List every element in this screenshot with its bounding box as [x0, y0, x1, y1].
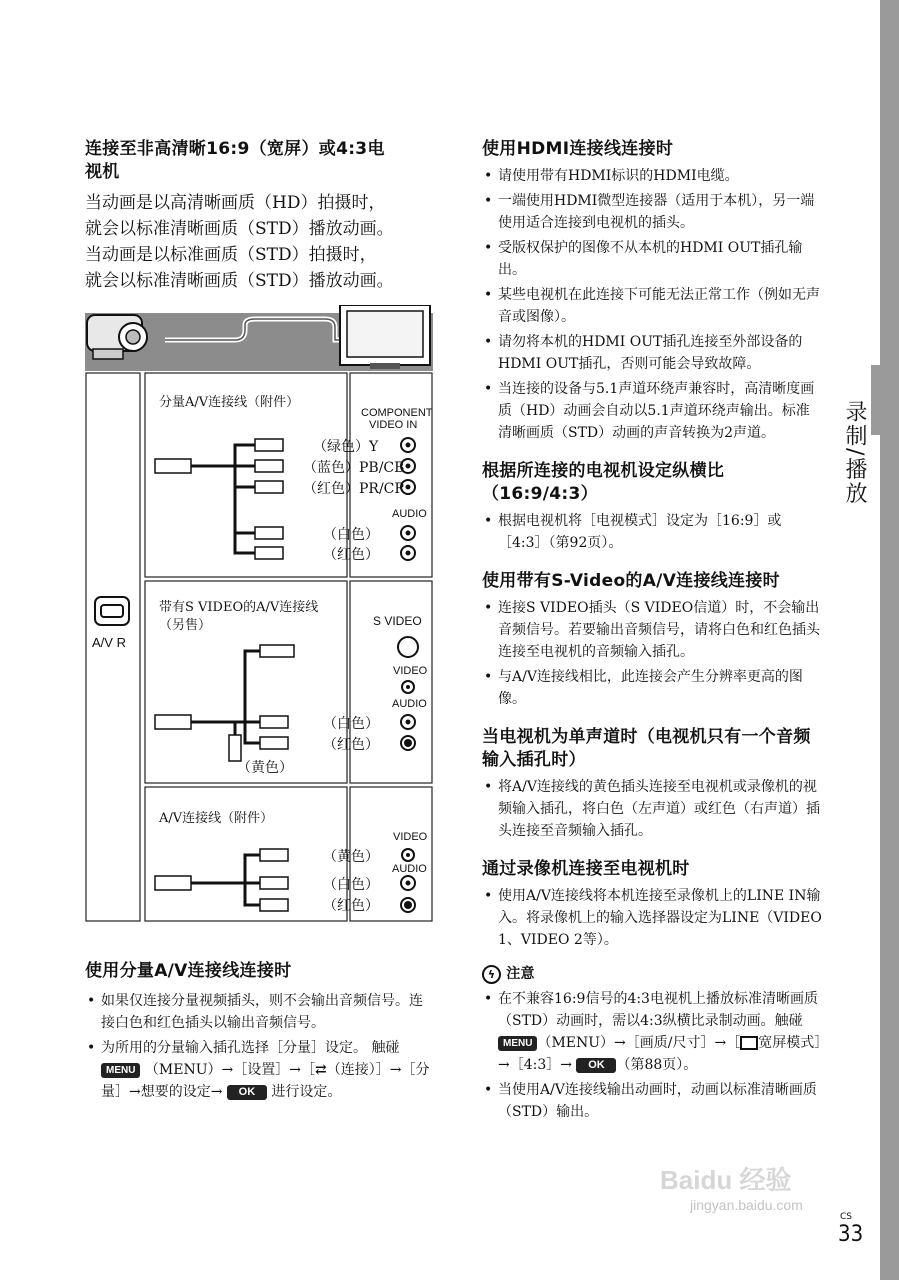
- plug: [155, 459, 191, 473]
- label-blue-pb: （蓝色）PB/CB: [303, 460, 405, 476]
- connection-diagram: [85, 305, 433, 923]
- bullet-text: 进行设定。: [271, 1084, 342, 1100]
- video-port-label-2: VIDEO: [393, 665, 428, 677]
- label-yellow-3: （黄色）: [323, 849, 379, 865]
- component-bullets: [85, 990, 435, 1106]
- svideo-port-label: S VIDEO: [373, 614, 422, 628]
- bullet-item: • 当使用A/V连接线输出动画时，动画以标准清晰画质（STD）输出。: [482, 1079, 822, 1123]
- side-tab: [871, 365, 899, 435]
- bullet-item: • 与A/V连接线相比，此连接会产生分辨率更高的图像。: [482, 666, 822, 710]
- watermark-url: jingyan.baidu.com: [690, 1197, 803, 1213]
- bullet-item: • 将A/V连接线的黄色插头连接至电视机或录像机的视频输入插孔，将白色（左声道）或红色（右声道）插头连接至音频输入插孔。: [482, 776, 822, 842]
- watermark-logo: Baidu 经验: [660, 1165, 792, 1195]
- bullet-item: • 如果仅连接分量视频插头，则不会输出音频信号。连接白色和红色插头以输出音频信号。: [85, 990, 435, 1034]
- port-title-line: COMPONENT: [361, 407, 433, 419]
- section-heading-component: 使用分量A/V连接线连接时: [85, 961, 292, 981]
- mono-bullets: [482, 776, 822, 842]
- note-heading-text: 注意: [506, 966, 535, 982]
- audio-label-2: AUDIO: [392, 698, 427, 710]
- svideo-bullets: [482, 597, 822, 710]
- bullet-item: • 连接S VIDEO插头（S VIDEO信道）时，不会输出音频信号。若要输出音频信号，请将白色和红色插头连接至电视机的音频输入插孔。: [482, 597, 822, 663]
- aspect-bullets: [482, 510, 822, 554]
- bullet-text: （MENU）→［设置］→［: [144, 1062, 315, 1078]
- bullet-item: • 某些电视机在此连接下可能无法正常工作（例如无声音或图像）。: [482, 284, 822, 328]
- label-white-2: （白色）: [323, 716, 379, 732]
- para-line: 就会以标准清晰画质（STD）播放动画。: [85, 219, 394, 239]
- video-port-label-3: VIDEO: [393, 831, 428, 843]
- widescreen-icon: [740, 1036, 758, 1050]
- bullet-text: （第88页）。: [616, 1057, 698, 1073]
- component-port-title: [361, 407, 433, 431]
- bullet-item: • 一端使用HDMI微型连接器（适用于本机），另一端使用适合连接到电视机的插头。: [482, 190, 822, 234]
- intro-paragraph: [85, 190, 445, 294]
- heading-line: 连接至非高清晰16:9（宽屏）或4:3电: [85, 139, 385, 159]
- av-r-label: A/V R: [92, 635, 126, 650]
- box1-title: 分量A/V连接线（附件）: [159, 395, 300, 410]
- para-line: 当动画是以标准画质（STD）拍摄时，: [85, 245, 377, 265]
- label-red: （红色）: [323, 547, 379, 563]
- av-remote-port-icon: [95, 597, 129, 625]
- chapter-label: 录制/播放: [842, 400, 867, 506]
- bullet-text: 在不兼容16:9信号的4:3电视机上播放标准清晰画质（STD）动画时，需以4:3纵横比录制动画。触碰: [498, 991, 818, 1029]
- bullet-item: [482, 988, 822, 1076]
- label-red-pr: （红色）PR/CR: [303, 481, 405, 497]
- page-number: 33: [838, 1222, 864, 1247]
- label-red-3: （红色）: [323, 898, 379, 914]
- section-heading-vcr: 通过录像机连接至电视机时: [482, 859, 690, 879]
- label-red-2: （红色）: [323, 737, 379, 753]
- box2-title: [159, 599, 318, 635]
- connection-arrows-icon: ⇄: [314, 1062, 327, 1078]
- section-heading-mono: 当电视机为单声道时（电视机只有一个音频输入插孔时）: [482, 727, 811, 770]
- box2-title-line: 带有S VIDEO的A/V连接线: [159, 600, 319, 615]
- page-lang: CS: [840, 1212, 852, 1222]
- ok-button-icon: OK: [576, 1058, 616, 1073]
- bullet-item: • 使用A/V连接线将本机连接至录像机上的LINE IN输入。将录像机上的输入选择器设定为LINE（VIDEO 1、VIDEO 2等）。: [482, 885, 822, 951]
- bullet-item: • 受版权保护的图像不从本机的HDMI OUT插孔输出。: [482, 237, 822, 281]
- bullet-item: • 根据电视机将［电视模式］设定为［16:9］或［4:3］（第92页）。: [482, 510, 822, 554]
- port-title-line: VIDEO IN: [369, 419, 418, 431]
- label-green-y: （绿色）Y: [313, 439, 379, 455]
- para-line: 当动画是以高清晰画质（HD）拍摄时，: [85, 193, 386, 213]
- bullet-text: 宽屏模式］→［4:3］→: [498, 1035, 822, 1073]
- vcr-bullets: [482, 885, 822, 951]
- bullet-item: • 请使用带有HDMI标识的HDMI电缆。: [482, 165, 822, 187]
- bullet-text: 为所用的分量输入插孔选择［分量］设定。: [101, 1040, 367, 1056]
- section-heading-svideo: 使用带有S-Video的A/V连接线连接时: [482, 571, 780, 591]
- section-heading-hdmi: 使用HDMI连接线连接时: [482, 139, 674, 159]
- tv-icon: [340, 305, 430, 369]
- section-heading-aspect: 根据所连接的电视机设定纵横比（16:9/4:3）: [482, 461, 725, 504]
- box3-title: A/V连接线（附件）: [159, 811, 274, 826]
- section-heading-nonhd: [85, 138, 445, 184]
- note-bullets: [482, 988, 822, 1123]
- right-column: [482, 138, 822, 1126]
- menu-button-icon: MENU: [498, 1036, 537, 1051]
- caution-icon: ϟ: [482, 965, 501, 984]
- bullet-text: 触碰: [371, 1040, 400, 1056]
- note-heading: [482, 963, 822, 986]
- bullet-item: • 请勿将本机的HDMI OUT插孔连接至外部设备的HDMI OUT插孔，否则可能会导致故障。: [482, 331, 822, 375]
- bullet-item: [85, 1037, 435, 1103]
- bullet-item: • 当连接的设备与5.1声道环绕声兼容时，高清晰度画质（HD）动画会自动以5.1声道环绕声输出。标准清晰画质（STD）动画的声音转换为2声道。: [482, 378, 822, 444]
- bullet-text: （MENU）→［画质/尺寸］→［: [537, 1035, 741, 1051]
- audio-label-3: AUDIO: [392, 863, 427, 875]
- hdmi-bullets: [482, 165, 822, 444]
- audio-label-1: AUDIO: [392, 508, 427, 520]
- para-line: 就会以标准清晰画质（STD）播放动画。: [85, 271, 394, 291]
- label-white: （白色）: [323, 527, 379, 543]
- bullet-text: （连接）］→［分量］→想要的设定→: [101, 1062, 430, 1100]
- menu-button-icon: MENU: [101, 1063, 140, 1078]
- side-bar: [880, 0, 899, 1280]
- ok-button-icon: OK: [227, 1085, 267, 1100]
- label-white-3: （白色）: [323, 877, 379, 893]
- label-yellow-2: （黄色）: [237, 760, 293, 776]
- box2-title-line: （另售）: [159, 618, 212, 633]
- heading-line: 视机: [85, 162, 120, 182]
- watermark: [660, 1160, 803, 1213]
